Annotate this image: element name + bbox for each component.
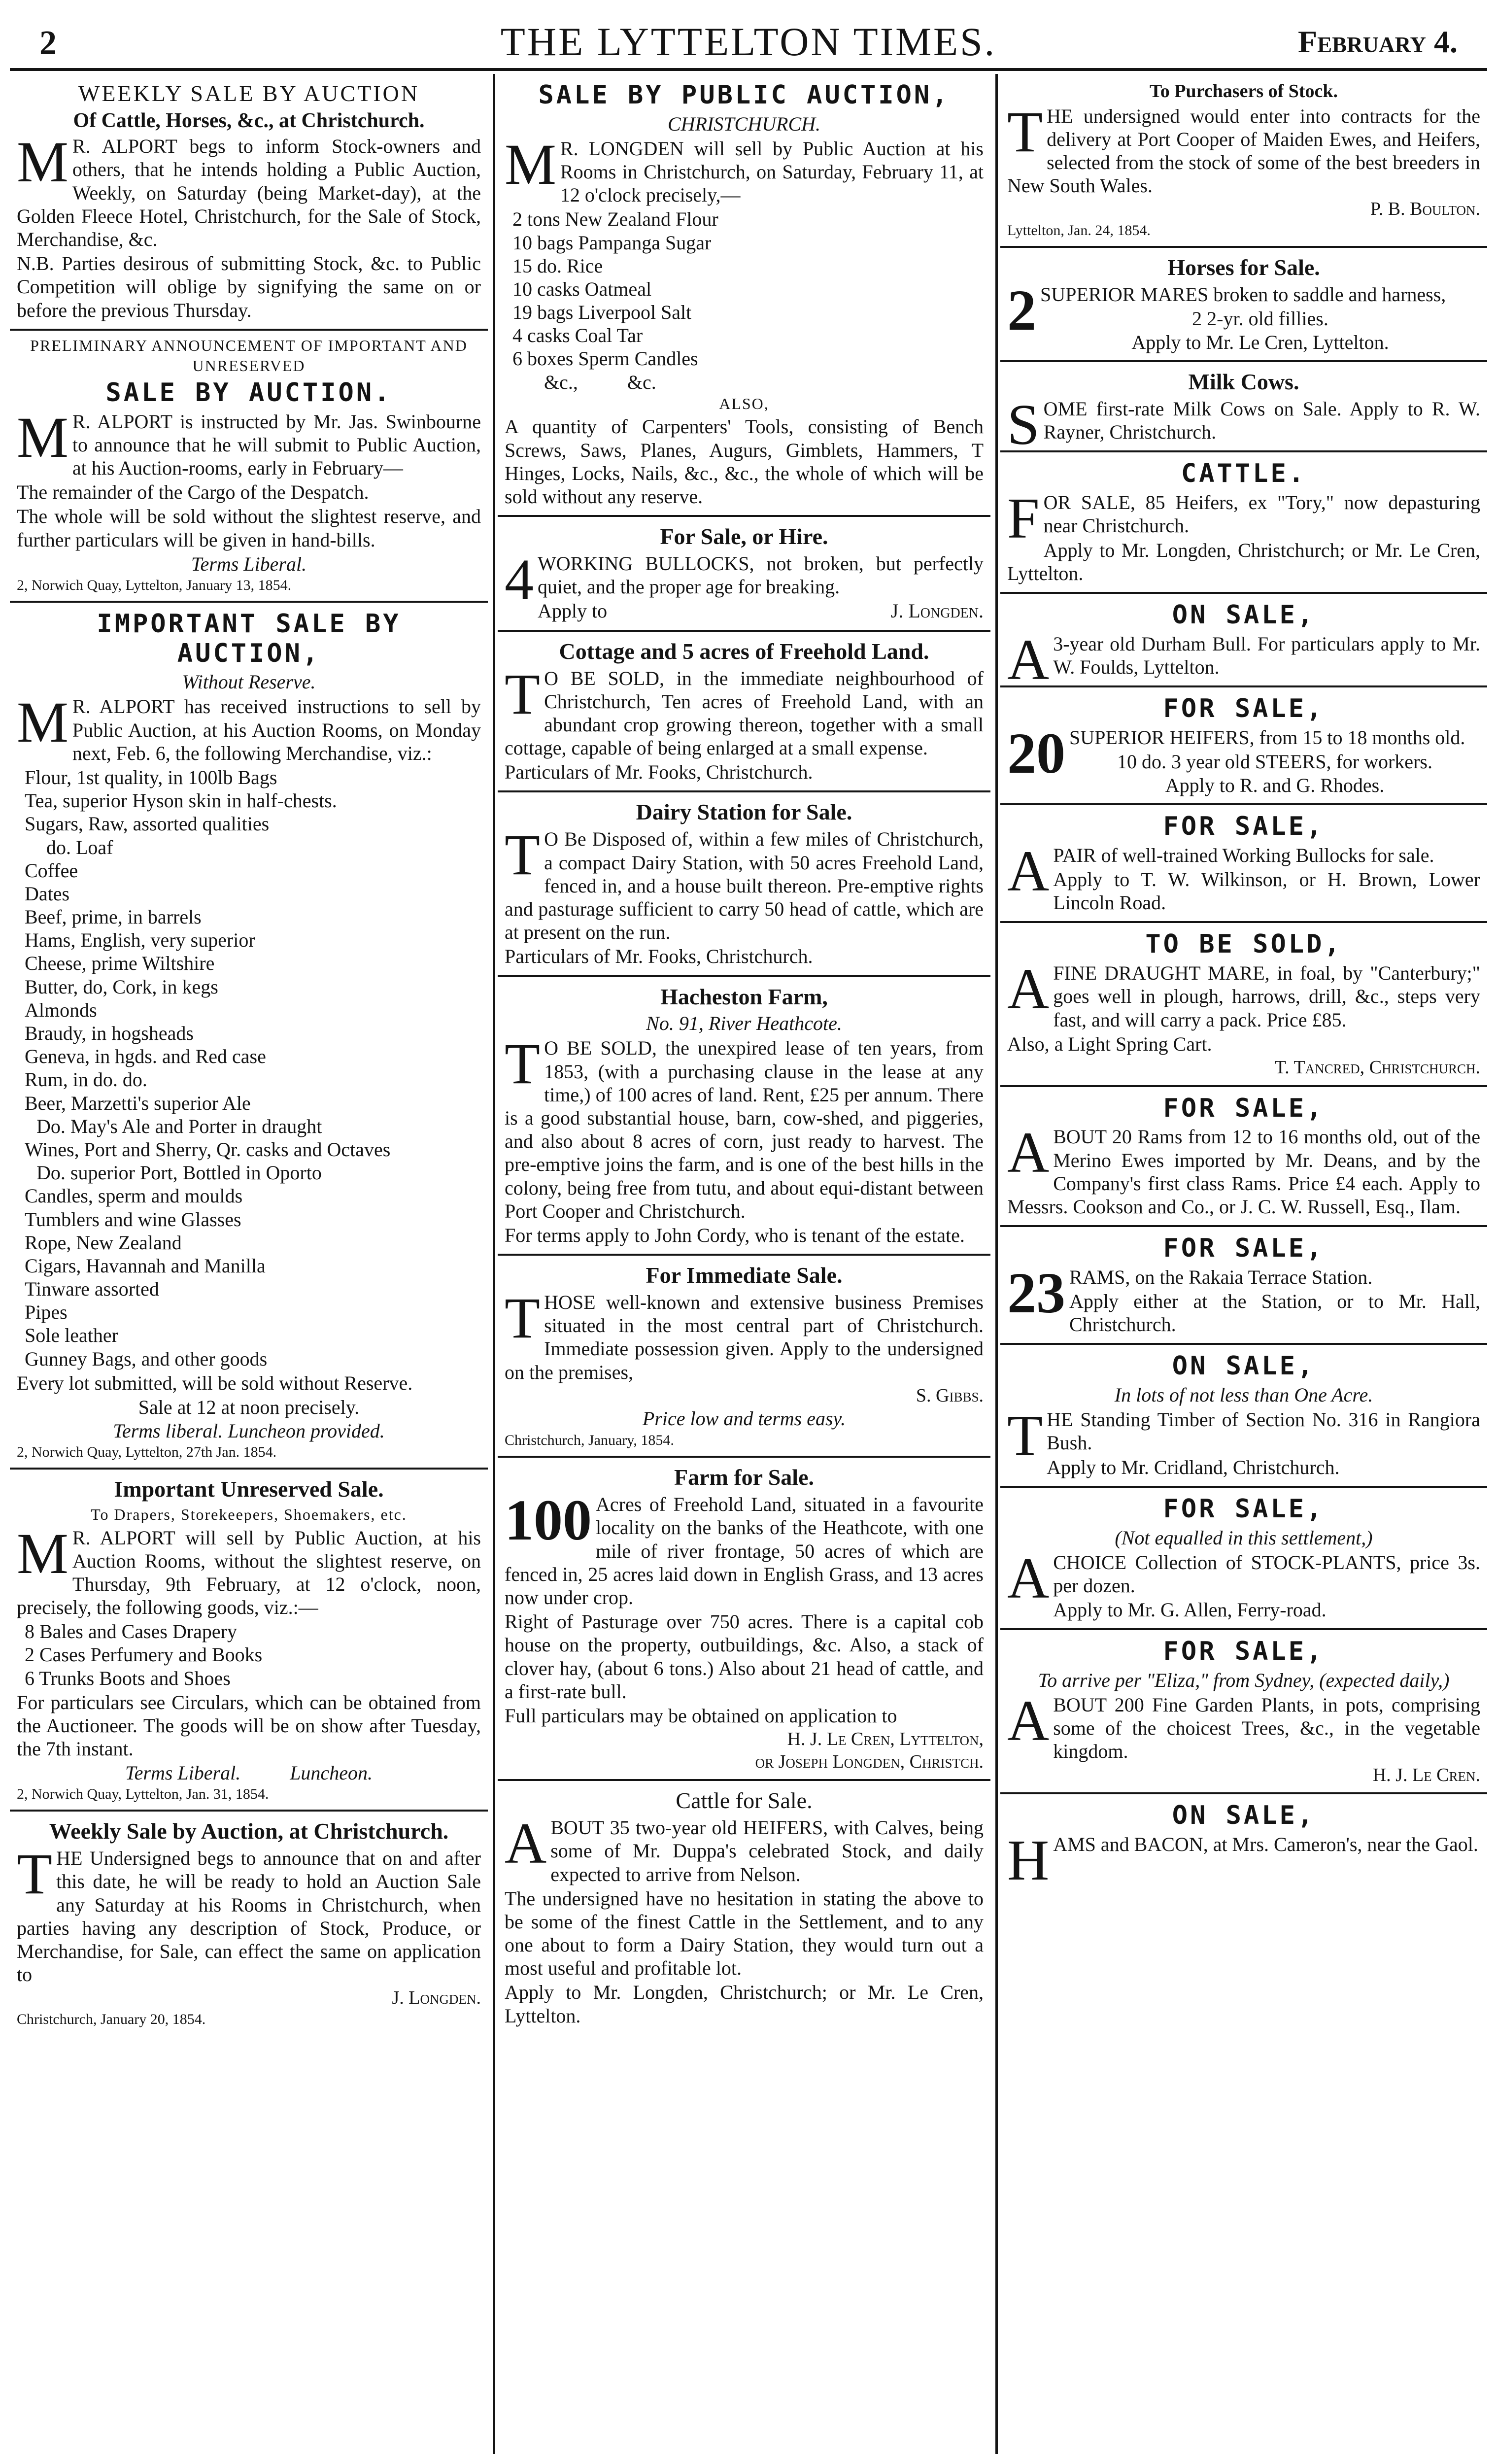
drop-cap: H [1007, 1827, 1050, 1892]
ad-superior-heifers [1000, 687, 1487, 805]
ad-signature: or Joseph Longden, Christch. [755, 1751, 984, 1772]
ad-heading: For Immediate Sale. [646, 1263, 843, 1288]
masthead [10, 9, 1487, 68]
column-1 [10, 74, 488, 2454]
drop-cap: T [1007, 99, 1043, 164]
list-item: &c., &c. [544, 371, 656, 393]
column-2 [498, 74, 990, 2454]
ad-heading: IMPORTANT SALE BY AUCTION, [97, 609, 401, 668]
ad-body: HAMS and BACON, at Mrs. Cameron's, near the Gaol. [1007, 1827, 1478, 1892]
ad-body: APAIR of well-trained Working Bullocks for sale. [1007, 838, 1434, 903]
ad-body: M R. ALPORT begs to inform Stock-owners and others, that he intends holding a Public Auction, Weekly, on Saturday (being Market-day), at the Golden Fleece Hotel, Christchurch, for the Sale of Stock, Merchandise, &c. [17, 130, 481, 250]
ad-body: ACHOICE Collection of STOCK-PLANTS, price 3s. per dozen. [1007, 1545, 1480, 1610]
ad-line: A quantity of Carpenters' Tools, consisting of Bench Screws, Saws, Planes, Augurs, Gimblets, Hammers, T Hinges, Locks, Nails, &c., &c., the whole of which will be sold without any reserve. [505, 415, 984, 508]
ad-footer: 2, Norwich Quay, Lyttelton, 27th Jan. 1854. [17, 1444, 277, 1461]
ad-heading: For Sale, or Hire. [660, 524, 828, 549]
list-item: 2 tons New Zealand Flour [512, 208, 718, 231]
ad-garden-plants [1000, 1630, 1487, 1794]
ad-heading: FOR SALE, [1163, 1494, 1325, 1524]
drop-cap: M [17, 130, 68, 195]
ad-terms: Terms liberal. Luncheon provided. [113, 1420, 385, 1442]
ad-body: 20 SUPERIOR HEIFERS, from 15 to 18 months old. [1007, 720, 1465, 786]
ad-body: ABOUT 200 Fine Garden Plants, in pots, comprising some of the choicest Trees, &c., in the vegetable kingdom. [1007, 1688, 1480, 1763]
ad-signature: H. J. Le Cren. [1372, 1764, 1480, 1785]
ad-hams-bacon [1000, 1794, 1487, 1892]
ad-cattle-for-sale [498, 1781, 990, 2034]
ad-line: Apply to R. and G. Rhodes. [1165, 774, 1385, 797]
list-item: 15 do. Rice [512, 254, 603, 277]
ad-heading: CATTLE. [1181, 459, 1307, 489]
column-divider [493, 74, 495, 2454]
ad-line: The undersigned have no hesitation in stating the above to be some of the finest Cattle in the Settlement, and to any one about to form a Dairy Station, they would turn out a most useful and profitable lot. [505, 1887, 984, 1980]
ad-rams [1000, 1087, 1487, 1228]
drop-cap: M [17, 405, 68, 470]
ad-subheading: No. 91, River Heathcote. [646, 1012, 842, 1035]
ad-heading: Hacheston Farm, [660, 984, 828, 1009]
ad-body: 4 WORKING BULLOCKS, not broken, but perfectly quiet, and the proper age for breaking. [505, 547, 984, 612]
ad-body: 100 Acres of Freehold Land, situated in a favourite locality on the banks of the Heathcote, with one mile of river frontage, 50 acres of which are fenced in, 25 acres laid down in English Grass, and 13 acres now under crop. [505, 1488, 984, 1608]
drop-cap: F [1007, 486, 1040, 551]
ad-body: T O BE SOLD, the unexpired lease of ten years, from 1853, (with a purchasing clause in the lease at any time,) of 100 acres of land. Rent, £25 per annum. There is a good substantial house, barn, cow-shed, and piggeries, and also about 8 acres of corn, just ready to harvest. The pre-emptive joins the farm, and is one of the best hills in the colony, being free from tutu, and about equi-distant between Port Cooper and Christchurch. [505, 1031, 984, 1222]
ad-signature: T. Tancred, Christchurch. [1274, 1057, 1480, 1078]
ad-weekly-sale [10, 74, 488, 331]
ad-draught-mare [1000, 923, 1487, 1087]
ad-line: Right of Pasturage over 750 acres. There is a capital cob house on the property, outbuildings, &c. Also, a stack of clover hay, (about 6 tons.) Also about 21 head of cattle, and a first-rate bull. [505, 1610, 984, 1703]
ad-weekly-christchurch [10, 1812, 488, 2035]
ad-heading: Horses for Sale. [1167, 255, 1320, 280]
ad-heading: Important Unreserved Sale. [114, 1476, 384, 1502]
ad-stock-plants [1000, 1488, 1487, 1630]
ad-unreserved-sale [10, 1470, 488, 1812]
list-item: Rum, in do. do. [25, 1068, 147, 1091]
ad-heading: FOR SALE, [1163, 1637, 1325, 1667]
ad-body: FOR SALE, 85 Heifers, ex "Tory," now depasturing near Christchurch. [1007, 486, 1480, 551]
list-item: Hams, English, very superior [25, 929, 255, 952]
ad-cattle [1000, 452, 1487, 594]
ad-terms: Terms Liberal. [191, 552, 307, 575]
drop-cap: T [1007, 1403, 1043, 1468]
drop-cap: A [1007, 957, 1050, 1022]
ad-footer: Lyttelton, Jan. 24, 1854. [1007, 222, 1151, 239]
list-item: Tumblers and wine Glasses [25, 1208, 241, 1231]
drop-cap: T [17, 1842, 53, 1907]
drop-number: 2 [1007, 277, 1036, 342]
masthead-rule [10, 68, 1487, 71]
list-item: Wines, Port and Sherry, Qr. casks and Octaves [25, 1138, 391, 1161]
ad-line: Apply to Mr. G. Allen, Ferry-road. [1053, 1599, 1327, 1621]
ad-line: Particulars of Mr. Fooks, Christchurch. [505, 945, 813, 968]
column-divider [995, 74, 998, 2454]
ad-body: 23 RAMS, on the Rakaia Terrace Station. [1007, 1260, 1373, 1325]
ad-heading: ON SALE, [1172, 1801, 1316, 1831]
ad-body: M R. ALPORT will sell by Public Auction, at his Auction Rooms, without the slightest reserve, on Thursday, 9th February, at 12 o'clock, noon, precisely, the following goods, viz.:— [17, 1521, 481, 1619]
drop-cap: A [505, 1811, 547, 1876]
ad-horses-for-sale [1000, 248, 1487, 362]
ad-subheading: Price low and terms easy. [642, 1407, 846, 1430]
issue-date: February 4. [1297, 24, 1458, 59]
ad-heading: Cattle for Sale. [676, 1788, 813, 1814]
list-item: Rope, New Zealand [25, 1231, 182, 1254]
ad-durham-bull [1000, 594, 1487, 692]
drop-cap: A [1007, 1120, 1050, 1185]
ad-line: Particulars of Mr. Fooks, Christchurch. [505, 761, 813, 784]
ad-signature: P. B. Boulton. [1370, 199, 1480, 220]
page-number: 2 [39, 24, 57, 62]
ad-line: Apply to Mr. Cridland, Christchurch. [1047, 1456, 1340, 1478]
ad-line: 10 do. 3 year old STEERS, for workers. [1117, 751, 1432, 773]
ad-preliminary-sale [10, 331, 488, 603]
list-item: 10 casks Oatmeal [512, 277, 652, 300]
ad-footer: 2, Norwich Quay, Lyttelton, January 13, 1854. [17, 577, 292, 593]
list-item: 10 bags Pampanga Sugar [512, 231, 712, 254]
drop-cap: T [505, 1031, 541, 1096]
list-item: Flour, 1st quality, in 100lb Bags [25, 766, 277, 788]
list-item: Butter, do, Cork, in kegs [25, 975, 218, 998]
list-item: Sugars, Raw, assorted qualities [25, 813, 270, 835]
ad-heading: WEEKLY SALE BY AUCTION [78, 81, 419, 106]
drop-cap: T [505, 1285, 541, 1350]
newspaper-title: THE LYTTELTON TIMES. [500, 19, 997, 64]
ad-important-sale [10, 603, 488, 1470]
ad-body: T O BE SOLD, in the immediate neighbourhood of Christchurch, Ten acres of Freehold Land, with an abundant crop growing thereon, together with a small cottage, capable of being enlarged at a small expense. [505, 661, 984, 759]
drop-cap: A [1007, 1688, 1050, 1753]
ad-body: M R. ALPORT has received instructions to sell by Public Auction, at his Auction Rooms, on Monday next, Feb. 6, the following Merchandise, viz.: [17, 690, 481, 764]
ad-heading: Milk Cows. [1188, 369, 1299, 395]
list-item: Tea, superior Hyson skin in half-chests. [25, 789, 337, 812]
ad-line: Apply to Mr. Longden, Christchurch; or Mr. Le Cren, Lyttelton. [505, 1981, 984, 2027]
ad-sale-or-hire [498, 517, 990, 631]
drop-cap: M [17, 1521, 68, 1586]
drop-cap: T [505, 822, 541, 888]
ad-body: M R. LONGDEN will sell by Public Auction at his Rooms in Christchurch, on Saturday, February 11, at 12 o'clock precisely,— [505, 132, 984, 206]
list-item: 4 casks Coal Tar [512, 324, 643, 347]
ad-heading: Weekly Sale by Auction, at Christchurch. [49, 1818, 449, 1844]
list-item: 6 boxes Sperm Candles [512, 347, 698, 370]
ad-line: For particulars see Circulars, which can be obtained from the Auctioneer. The goods will be on show after Tuesday, the 7th instant. [17, 1691, 481, 1760]
ad-body: 2 SUPERIOR MARES broken to saddle and harness, [1007, 277, 1446, 342]
ad-hacheston-farm [498, 977, 990, 1256]
ad-public-auction [498, 74, 990, 517]
ad-body: ABOUT 20 Rams from 12 to 16 months old, out of the Merino Ewes imported by Mr. Deans, and by the Company's first class Rams. Price £4 each. Apply to Messrs. Cookson and Co., or J. C. W. Russell, Esq., Ilam. [1007, 1120, 1480, 1218]
ad-line: Full particulars may be obtained on application to [505, 1704, 897, 1727]
ad-preheading: PRELIMINARY ANNOUNCEMENT OF IMPORTANT AND UNRESERVED [30, 336, 468, 375]
ad-subheading: To arrive per "Eliza," from Sydney, (expected daily,) [1038, 1669, 1450, 1691]
list-item: Sole leather [25, 1324, 118, 1347]
ad-body: T O Be Disposed of, within a few miles of Christchurch, a compact Dairy Station, with 50 acres Freehold Land, fenced in, and a house built thereon. Pre-emptive rights and pasturage sufficient to carry 50 head of cattle, which are at present on the run. [505, 822, 984, 944]
ad-note: N.B. Parties desirous of submitting Stock, &c. to Public Competition will oblige by signifying the same on or before the previous Thursday. [17, 252, 481, 321]
ad-body: THOSE well-known and extensive business Premises situated in the most central part of Christchurch. Immediate possession given. Apply to the undersigned on the premises, [505, 1285, 984, 1383]
ad-heading: ON SALE, [1172, 1351, 1316, 1381]
ad-line: Every lot submitted, will be sold without Reserve. [17, 1371, 413, 1394]
ad-footer: 2, Norwich Quay, Lyttelton, Jan. 31, 1854. [17, 1786, 269, 1803]
ad-subheading: (Not equalled in this settlement,) [1115, 1526, 1373, 1549]
ad-footer: Christchurch, January, 1854. [505, 1432, 674, 1449]
ad-line: Apply to Mr. Longden, Christchurch; or Mr. Le Cren, Lyttelton. [1007, 539, 1480, 584]
list-item: Do. superior Port, Bottled in Oporto [36, 1162, 322, 1184]
ad-heading: ON SALE, [1172, 600, 1316, 630]
ad-line: Apply either at the Station, or to Mr. Hall, Christchurch. [1069, 1290, 1480, 1336]
list-item: Candles, sperm and moulds [25, 1185, 243, 1207]
ad-heading: TO BE SOLD, [1145, 929, 1342, 959]
drop-cap: M [505, 132, 556, 197]
ad-apply: Apply to J. Longden. [538, 600, 984, 622]
list-item: do. Loaf [46, 836, 113, 858]
ad-line: The remainder of the Cargo of the Despatch. [17, 481, 369, 504]
ad-heading: FOR SALE, [1163, 694, 1325, 724]
list-item: Do. May's Ale and Porter in draught [36, 1115, 322, 1137]
ad-subheading: In lots of not less than One Acre. [1114, 1384, 1373, 1406]
ad-immediate-sale [498, 1256, 990, 1458]
ad-body: THE undersigned would enter into contracts for the delivery at Port Cooper of Maiden Ewes, and Heifers, selected from the stock of some of the best breeders in New South Wales. [1007, 99, 1480, 197]
drop-cap: A [1007, 627, 1050, 692]
ad-signature: H. J. Le Cren, Lyttelton, [787, 1729, 984, 1750]
list-item: Pipes [25, 1301, 68, 1324]
ad-body: A 3-year old Durham Bull. For particulars apply to Mr. W. Foulds, Lyttelton. [1007, 627, 1480, 692]
ad-subheading: Without Reserve. [182, 671, 316, 693]
ad-heading: Cottage and 5 acres of Freehold Land. [559, 638, 929, 664]
ad-line: Apply to T. W. Wilkinson, or H. Brown, Lower Lincoln Road. [1053, 868, 1480, 914]
drop-cap: A [1007, 838, 1050, 903]
drop-cap: M [17, 690, 68, 755]
ad-subheading: To Drapers, Storekeepers, Shoemakers, etc. [91, 1505, 407, 1523]
ad-signature: J. Longden. [392, 1987, 481, 2009]
ad-line: Sale at 12 at noon precisely. [138, 1396, 360, 1419]
ad-line: 2 2-yr. old fillies. [1192, 308, 1328, 330]
ad-rakaia-rams [1000, 1227, 1487, 1345]
goods-list [17, 1620, 481, 1690]
drop-cap: 4 [505, 547, 534, 612]
ad-purchasers-of-stock [1000, 74, 1487, 248]
list-item: Geneva, in hgds. and Red case [25, 1045, 266, 1068]
drop-number: 20 [1007, 720, 1065, 786]
list-item: Cheese, prime Wiltshire [25, 952, 215, 975]
goods-list [505, 207, 984, 394]
list-item: 8 Bales and Cases Drapery [25, 1620, 237, 1643]
list-item: Beer, Marzetti's superior Ale [25, 1092, 251, 1114]
list-item: Gunney Bags, and other goods [25, 1347, 268, 1370]
ad-signature: S. Gibbs. [916, 1385, 984, 1406]
list-item: 19 bags Liverpool Salt [512, 301, 692, 324]
list-item: Almonds [25, 998, 97, 1021]
ad-working-bullocks [1000, 805, 1487, 923]
ad-line: Apply to Mr. Le Cren, Lyttelton. [1131, 331, 1389, 354]
list-item: Cigars, Havannah and Manilla [25, 1254, 266, 1277]
ad-body: SOME first-rate Milk Cows on Sale. Apply to R. W. Rayner, Christchurch. [1007, 392, 1480, 457]
drop-number: 23 [1007, 1260, 1065, 1325]
ad-cottage [498, 632, 990, 793]
ad-body: M R. ALPORT is instructed by Mr. Jas. Swinbourne to announce that he will submit to Public Auction, at his Auction-rooms, early in February— [17, 405, 481, 479]
ad-line: The whole will be sold without the slightest reserve, and further particulars will be given in hand-bills. [17, 505, 481, 551]
ad-footer: Christchurch, January 20, 1854. [17, 2011, 206, 2027]
ad-subheading: CHRISTCHURCH. [667, 112, 821, 135]
list-item: Beef, prime, in barrels [25, 906, 202, 928]
ad-standing-timber [1000, 1345, 1487, 1487]
merchandise-list [17, 766, 481, 1370]
list-item: Dates [25, 882, 70, 905]
list-item: Braudy, in hogsheads [25, 1022, 194, 1045]
ad-subheading: Of Cattle, Horses, &c., at Christchurch. [73, 109, 425, 132]
ad-heading: FOR SALE, [1163, 812, 1325, 842]
drop-number: 100 [505, 1488, 592, 1553]
ad-body: THE Undersigned begs to announce that on and after this date, he will be ready to hold an Auction Sale any Saturday at his Rooms in Christchurch, when parties having any description of Stock, Produce, or Merchandise, for Sale, can effect the same on application to [17, 1842, 481, 1986]
ad-heading: SALE BY AUCTION. [105, 377, 392, 408]
ad-heading: SALE BY PUBLIC AUCTION, [538, 80, 950, 110]
ad-line: For terms apply to John Cordy, who is tenant of the estate. [505, 1224, 965, 1246]
ad-dairy-station [498, 792, 990, 977]
list-item: 6 Trunks Boots and Shoes [25, 1667, 231, 1689]
ad-body: THE Standing Timber of Section No. 316 in Rangiora Bush. [1007, 1403, 1480, 1468]
drop-cap: T [505, 661, 541, 726]
ad-terms: Terms Liberal. Luncheon. [125, 1762, 373, 1784]
drop-cap: S [1007, 392, 1040, 457]
ad-also: ALSO, [719, 394, 769, 412]
ad-heading: Farm for Sale. [674, 1465, 815, 1490]
ad-milk-cows [1000, 362, 1487, 457]
column-3 [1000, 74, 1487, 2454]
ad-heading: FOR SALE, [1163, 1093, 1325, 1123]
list-item: Coffee [25, 859, 78, 882]
ad-heading: To Purchasers of Stock. [1149, 81, 1338, 102]
ad-heading: Dairy Station for Sale. [636, 799, 852, 825]
list-item: Tinware assorted [25, 1278, 159, 1300]
ad-line: Also, a Light Spring Cart. [1007, 1032, 1212, 1055]
list-item: 2 Cases Perfumery and Books [25, 1643, 263, 1666]
ad-body: ABOUT 35 two-year old HEIFERS, with Calves, being some of Mr. Duppa's celebrated Stock, and daily expected to arrive from Nelson. [505, 1811, 984, 1885]
ad-heading: FOR SALE, [1163, 1233, 1325, 1264]
ad-farm-for-sale [498, 1458, 990, 1781]
drop-cap: A [1007, 1545, 1050, 1610]
ad-body: AFINE DRAUGHT MARE, in foal, by "Canterbury;" goes well in plough, harrows, drill, &c., steps very fast, and will carry a pack. Price £85. [1007, 957, 1480, 1031]
